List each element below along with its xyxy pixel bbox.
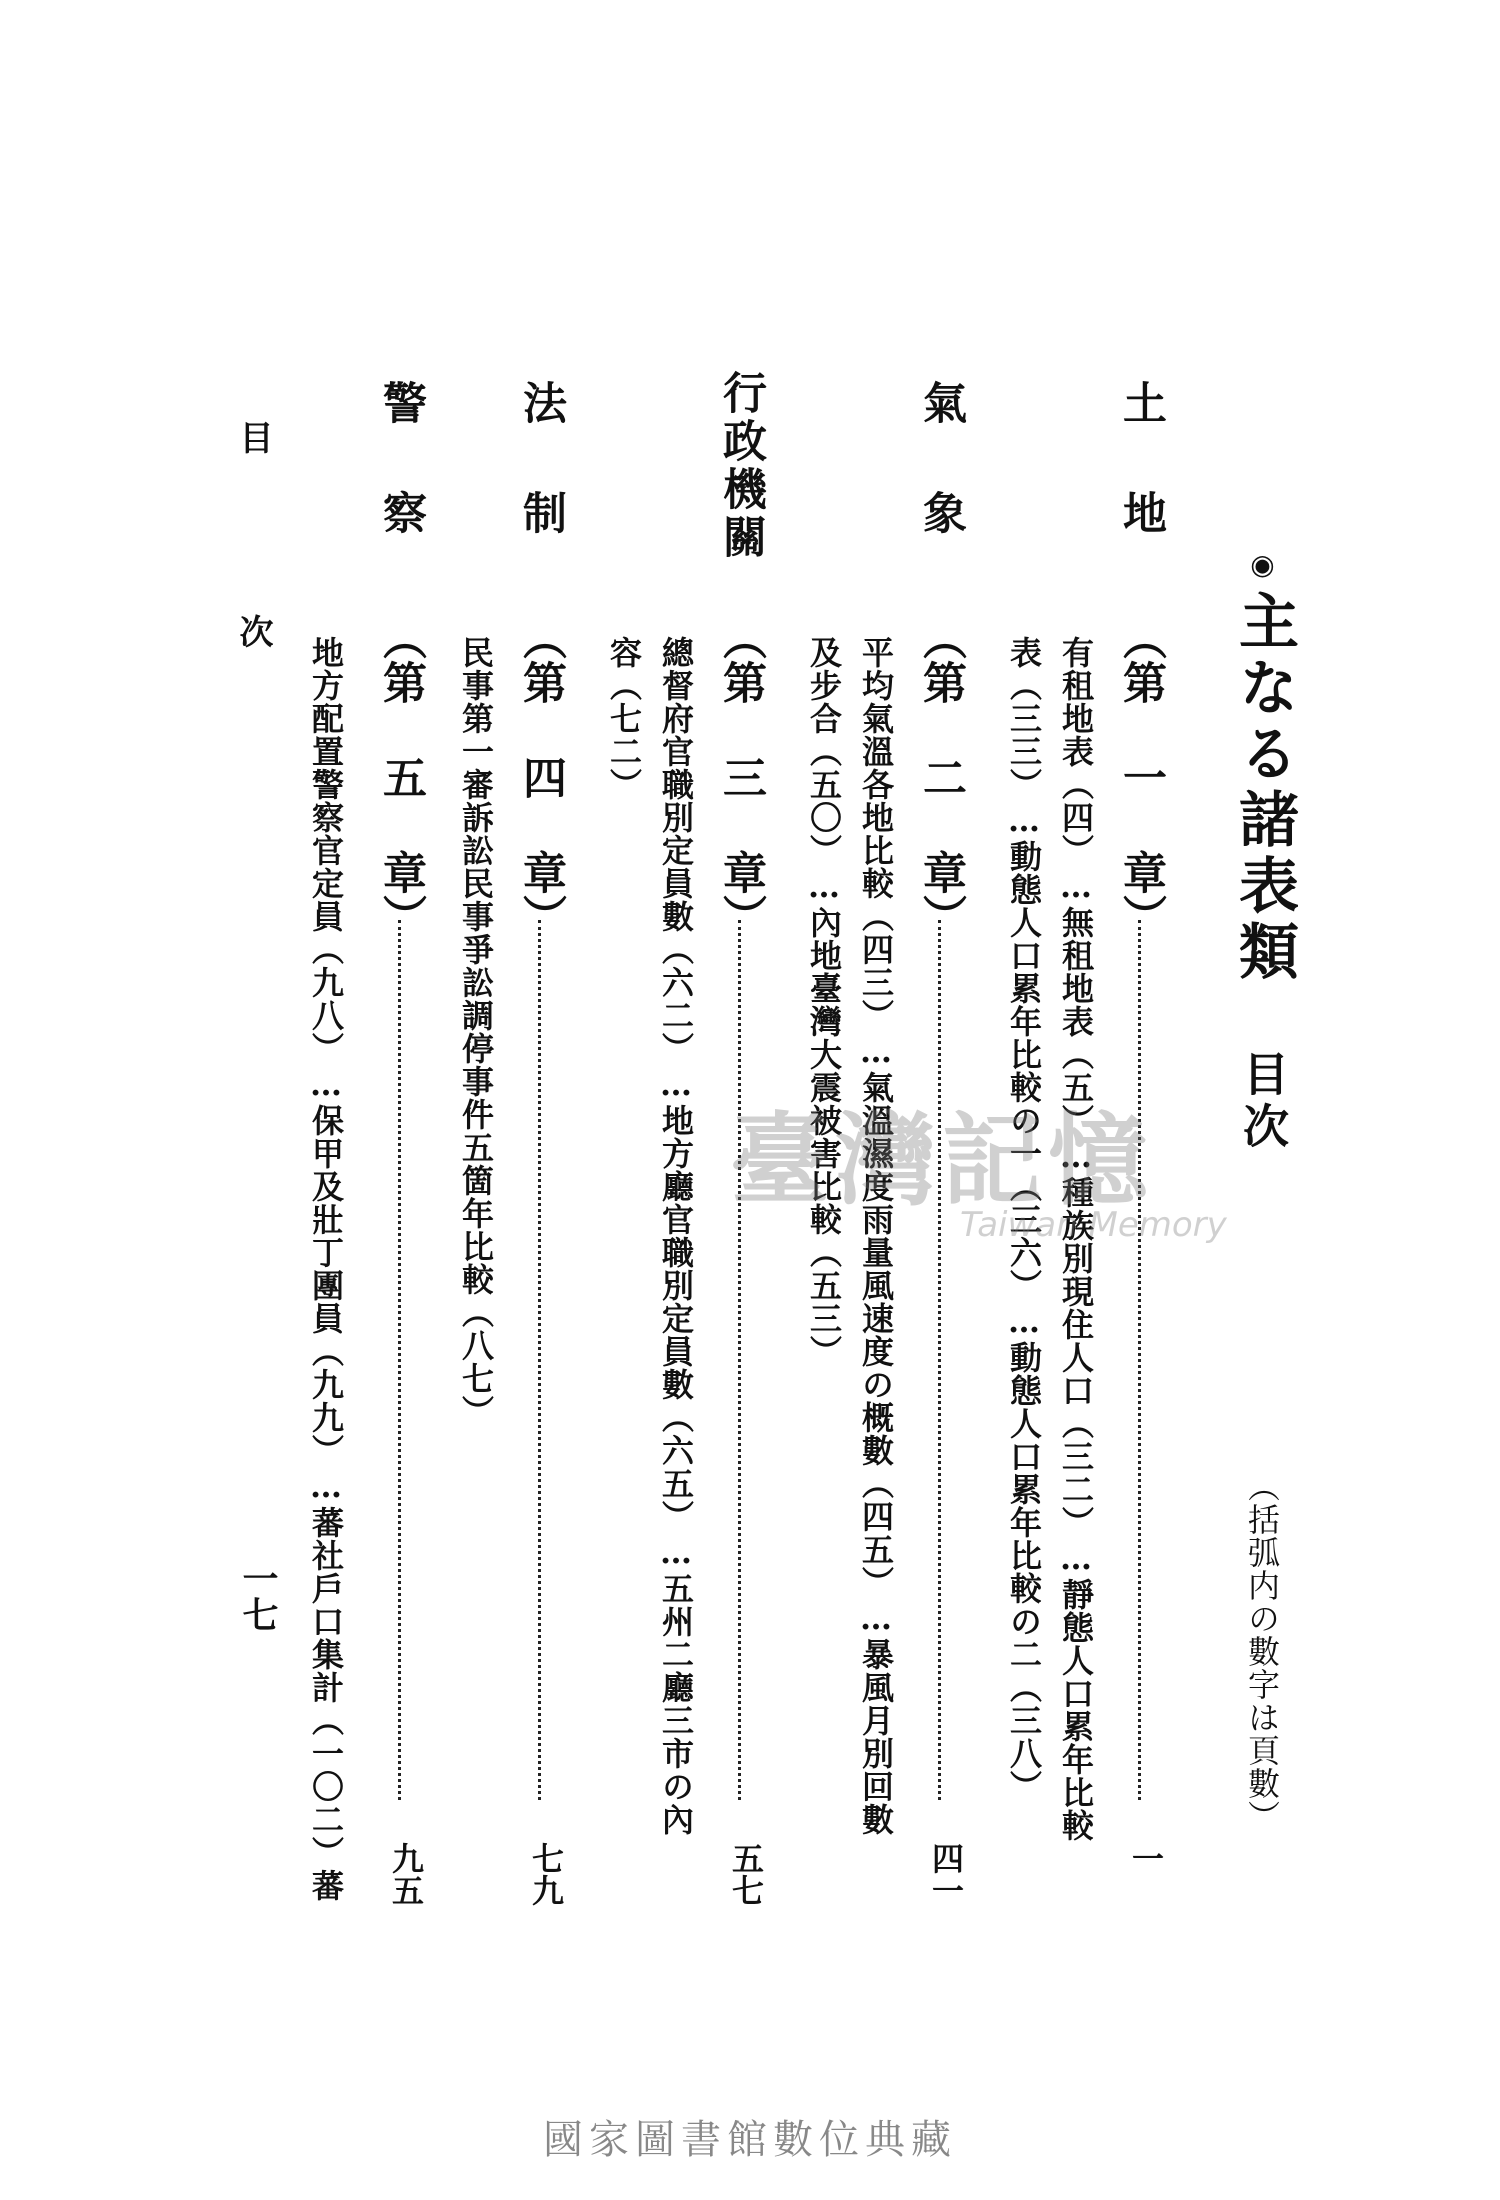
section-heading-land: 土地 bbox=[1115, 380, 1166, 600]
watermark-logo: 臺灣記憶 bbox=[730, 1102, 1154, 1219]
chapter-label-4: （第 四 章） bbox=[515, 616, 566, 938]
entry-line: 地方配置警察官定員（九八）…保甲及壯丁團員（九九）…蕃社戶口集計（一〇二）蕃 bbox=[307, 636, 345, 1902]
chapter-page-2: 四一 bbox=[927, 1842, 965, 1906]
entry-line: 及步合（五〇）…內地臺灣大震被害比較（五三） bbox=[805, 636, 843, 1368]
page-subtitle: 目次 bbox=[1236, 1050, 1290, 1154]
footer-archive-credit: 國家圖書館數位典藏 bbox=[543, 2117, 957, 2163]
page-title: 主なる諸表類 bbox=[1229, 590, 1299, 986]
chapter-page-4: 七九 bbox=[527, 1842, 565, 1906]
section-heading-administration: 行政機關 bbox=[715, 370, 766, 562]
chapter-label-3: （第 三 章） bbox=[715, 616, 766, 938]
bullet-marker-icon: ◉ bbox=[1246, 548, 1279, 581]
leader-dots bbox=[1138, 920, 1141, 1800]
watermark-latin: Taiwan Memory bbox=[960, 1205, 1227, 1245]
entry-line: 平均氣溫各地比較（四三）…氣溫濕度雨量風速度の概數（四五）…暴風月別回數 bbox=[857, 636, 895, 1836]
chapter-page-1: 一 bbox=[1127, 1842, 1165, 1874]
section-heading-police: 警察 bbox=[375, 380, 426, 600]
page-note: （括弧内の數字は頁數） bbox=[1243, 1470, 1281, 1833]
running-head: 目 次 bbox=[233, 420, 273, 708]
chapter-label-2: （第 二 章） bbox=[915, 616, 966, 938]
chapter-page-5: 九五 bbox=[387, 1842, 425, 1906]
leader-dots bbox=[538, 920, 541, 1800]
section-heading-law: 法制 bbox=[515, 380, 566, 600]
entry-line: 民事第一審訴訟民事爭訟調停事件五箇年比較（八七） bbox=[457, 636, 495, 1428]
entry-line: 總督府官職別定員數（六二）…地方廳官職別定員數（六五）…五州二廳三市の內 bbox=[657, 636, 695, 1836]
leader-dots bbox=[398, 920, 401, 1800]
page-number: 一七 bbox=[237, 1560, 279, 1632]
entry-line: 有租地表（四）…無租地表（五）…種族別現住人口（三二）…靜態人口累年比較 bbox=[1057, 636, 1095, 1842]
entry-line: 表（三三）…動態人口累年比較の一（三六）…動態人口累年比較の二（三八） bbox=[1005, 636, 1043, 1803]
chapter-page-3: 五七 bbox=[727, 1842, 765, 1906]
entry-line: 容（七二） bbox=[605, 636, 643, 801]
leader-dots bbox=[738, 920, 741, 1800]
leader-dots bbox=[938, 920, 941, 1800]
chapter-label-1: （第 一 章） bbox=[1115, 616, 1166, 938]
section-heading-climate: 氣象 bbox=[915, 380, 966, 600]
chapter-label-5: （第 五 章） bbox=[375, 616, 426, 938]
